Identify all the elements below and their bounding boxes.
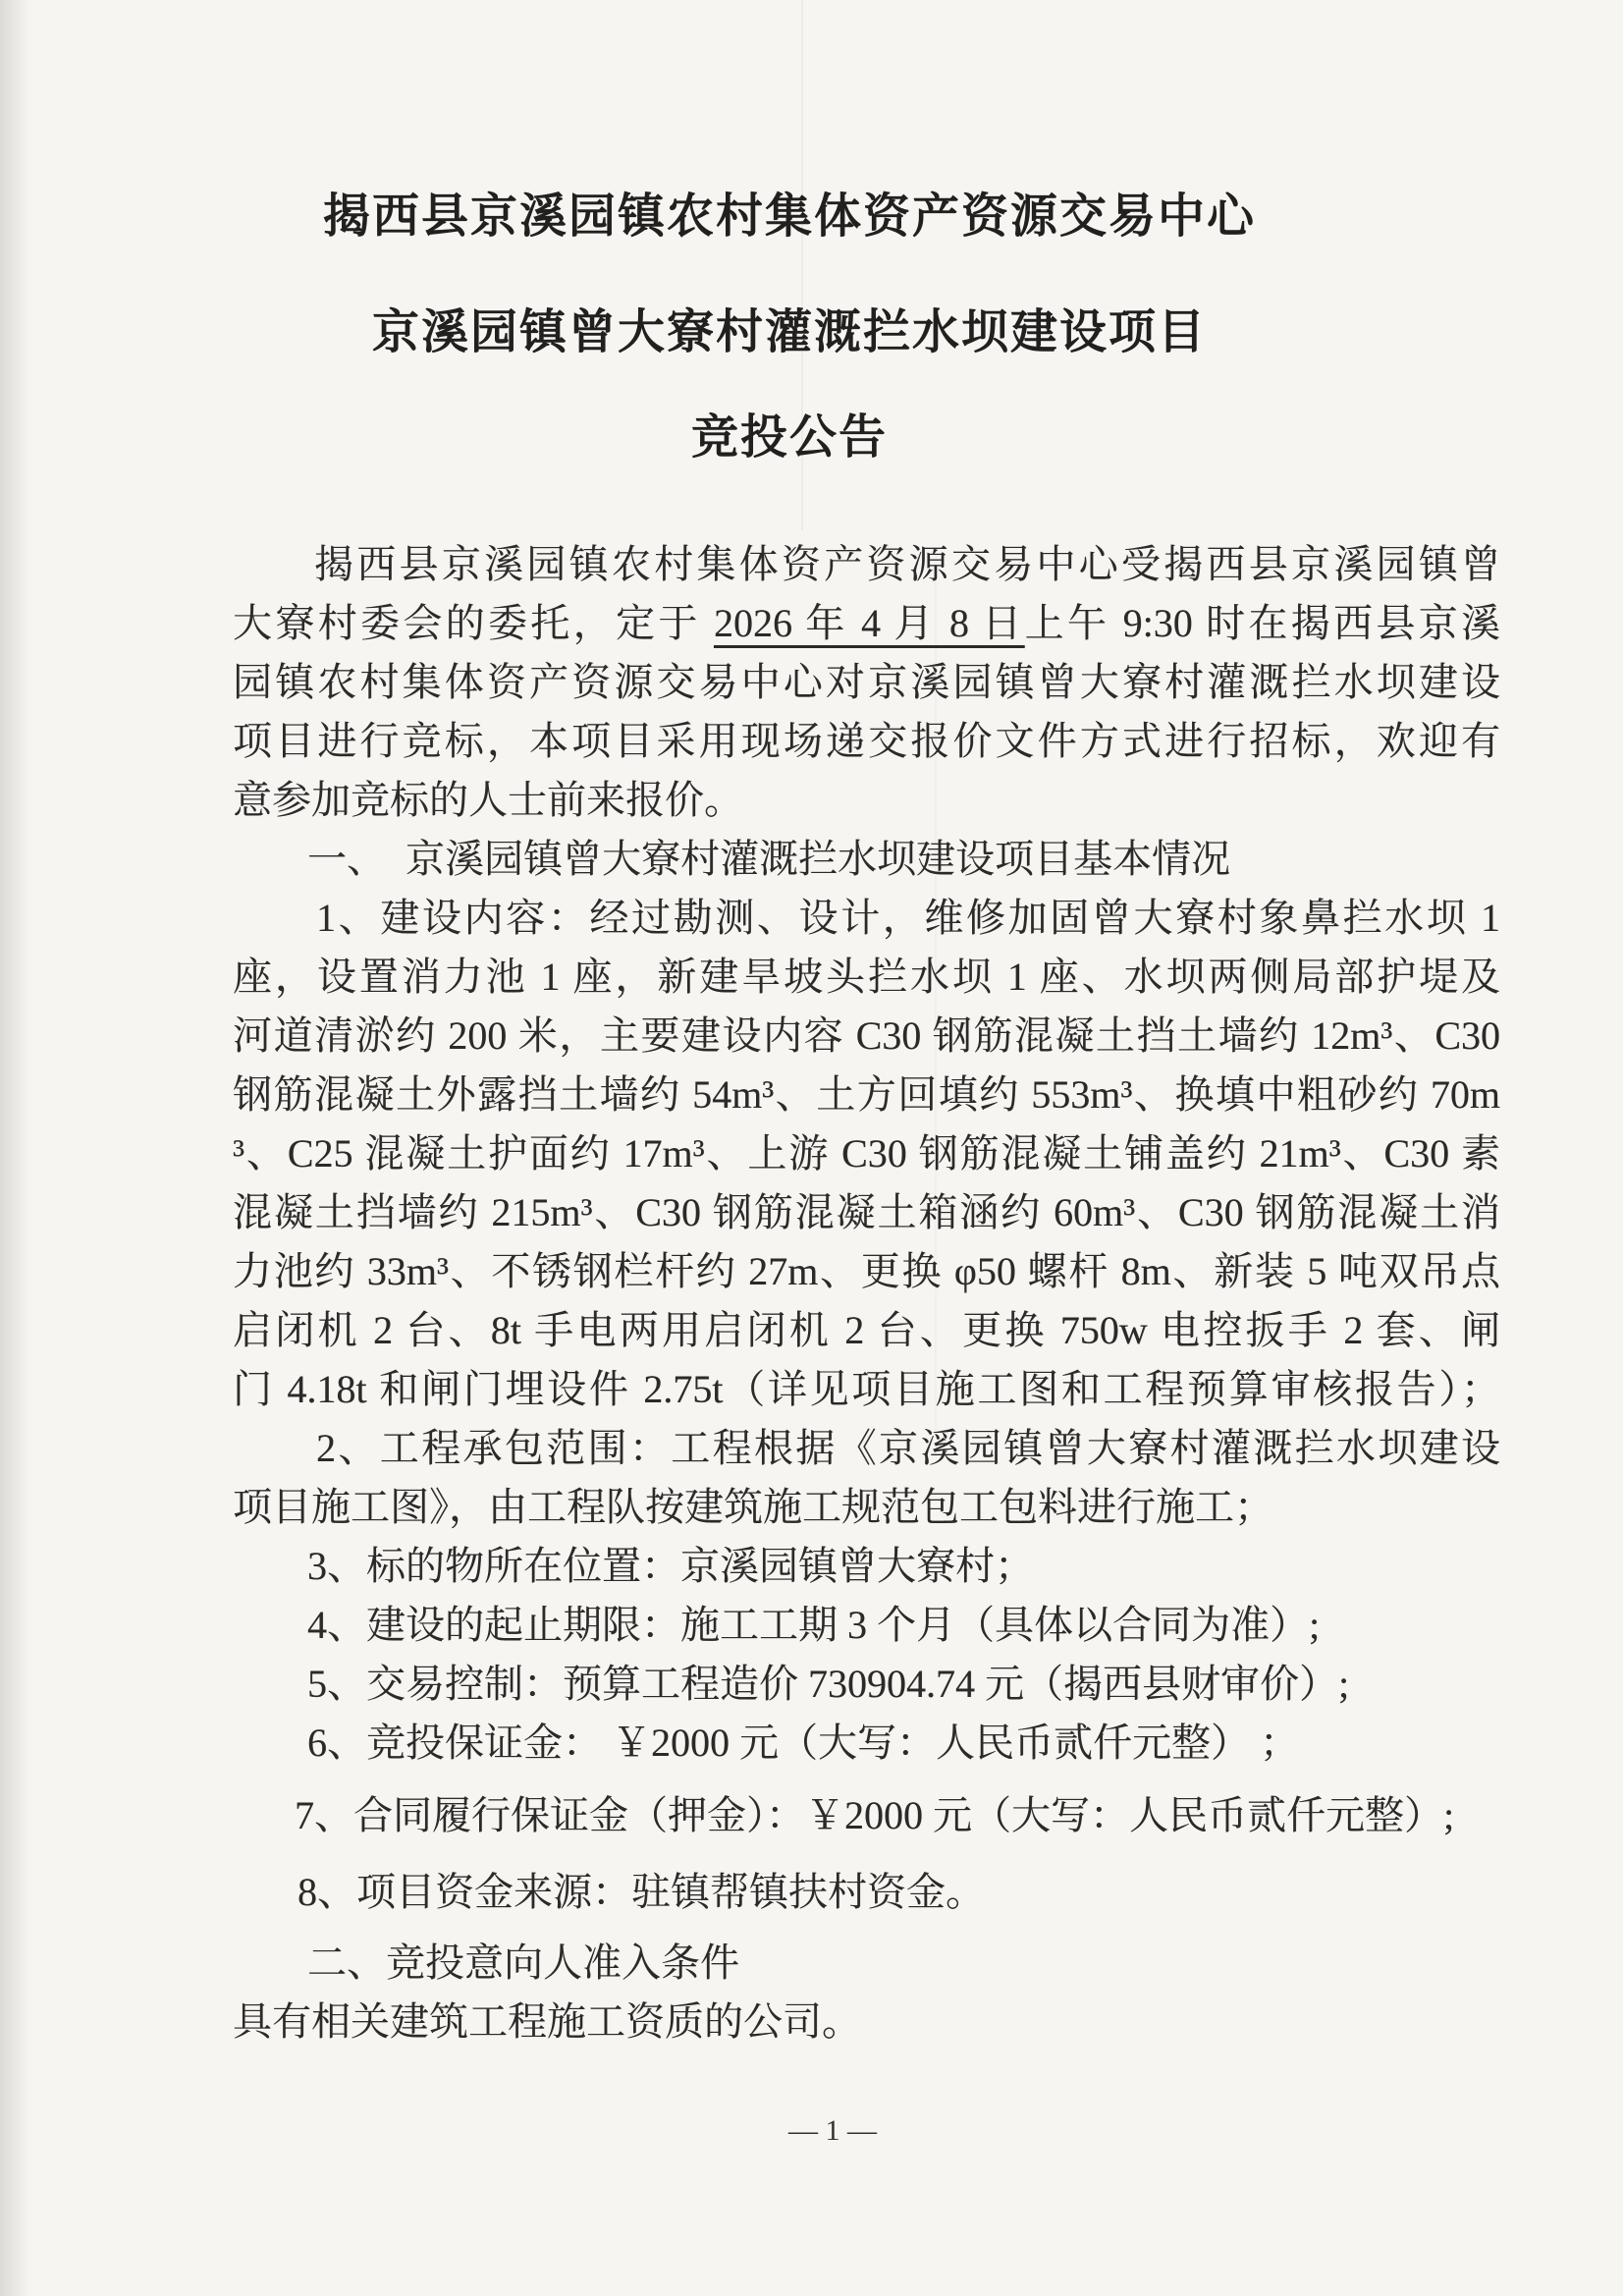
intro-line-4 [233, 712, 1500, 771]
item-1-line-1 [233, 889, 1500, 948]
text-segment: 混凝土挡墙约 215m³、C30 钢筋混凝土箱涵约 60m³、C30 钢筋混凝土消 [233, 1190, 1500, 1234]
text-segment: 河道清淤约 200 米，主要建设内容 C30 钢筋混凝土挡土墙约 12m³、C30 [233, 1013, 1500, 1058]
text-segment: 8、项目资金来源：驻镇帮镇扶村资金。 [298, 1870, 985, 1914]
text-segment: 园镇农村集体资产资源交易中心对京溪园镇曾大寮村灌溉拦水坝建设 [233, 660, 1500, 704]
item-4-line [233, 1596, 1500, 1655]
text-segment: 启闭机 2 台、8t 手电两用启闭机 2 台、更换 750w 电控扳手 2 套、闸 [233, 1308, 1500, 1352]
intro-line-2 [233, 594, 1500, 653]
text-segment: 5、交易控制：预算工程造价 730904.74 元（揭西县财审价）; [307, 1662, 1350, 1706]
text-segment: 项目进行竞标，本项目采用现场递交报价文件方式进行招标，欢迎有 [233, 719, 1500, 763]
text-segment: 门 4.18t 和闸门埋设件 2.75t（详见项目施工图和工程预算审核报告）； [233, 1367, 1500, 1411]
title-line-org-name: 揭西县京溪园镇农村集体资产资源交易中心 [322, 191, 1256, 243]
intro-line-3 [233, 653, 1500, 712]
item-1-line-2 [233, 948, 1500, 1007]
page-number: — 1 — [788, 2114, 877, 2147]
text-segment: 上午 9:30 时在揭西县京溪 [1024, 601, 1500, 645]
title-line-announcement-type: 竞投公告 [690, 411, 888, 464]
item-1-line-3 [233, 1007, 1500, 1066]
title-line-project-name: 京溪园镇曾大寮村灌溉拦水坝建设项目 [371, 306, 1207, 358]
announcement-body [233, 535, 1500, 2051]
item-1-line-9 [233, 1360, 1500, 1419]
text-segment: 1、建设内容：经过勘测、设计，维修加固曾大寮村象鼻拦水坝 1 [316, 896, 1500, 940]
item-6-line [233, 1714, 1500, 1773]
text-segment: 力池约 33m³、不锈钢栏杆约 27m、更换 φ50 螺杆 8m、新装 5 吨双吊点 [233, 1249, 1500, 1293]
item-1-line-4 [233, 1066, 1500, 1124]
text-segment: 具有相关建筑工程施工资质的公司。 [233, 1999, 861, 2044]
text-segment: 3、标的物所在位置：京溪园镇曾大寮村； [307, 1544, 1034, 1588]
underlined-auction-date: 2026 年 4 月 8 日 [713, 601, 1025, 645]
item-5-line [233, 1655, 1500, 1714]
text-segment: 6、竞投保证金： ￥2000 元（大写：人民币贰仟元整） ； [307, 1721, 1299, 1765]
text-segment: 二、竞投意向人准入条件 [307, 1941, 739, 1985]
item-2-line-2 [233, 1478, 1500, 1537]
item-1-line-5 [233, 1124, 1500, 1183]
item-7-line [233, 1786, 1500, 1845]
item-1-line-7 [233, 1242, 1500, 1301]
section-2-line-1 [233, 1993, 1500, 2051]
text-segment: 7、合同履行保证金（押金）：￥2000 元（大写：人民币贰仟元整）; [295, 1793, 1455, 1837]
text-segment: 钢筋混凝土外露挡土墙约 54m³、土方回填约 553m³、换填中粗砂约 70m [233, 1072, 1500, 1117]
item-2-line-1 [233, 1419, 1500, 1478]
text-segment: 揭西县京溪园镇农村集体资产资源交易中心受揭西县京溪园镇曾 [314, 542, 1500, 586]
text-segment: 2、工程承包范围：工程根据《京溪园镇曾大寮村灌溉拦水坝建设 [316, 1426, 1500, 1470]
section-2-heading [233, 1934, 1500, 1993]
text-segment: 意参加竞标的人士前来报价。 [233, 778, 743, 822]
text-segment: 一、 京溪园镇曾大寮村灌溉拦水坝建设项目基本情况 [307, 837, 1230, 881]
item-1-line-6 [233, 1183, 1500, 1242]
intro-line-5 [233, 771, 1500, 830]
scan-left-edge-shadow [0, 0, 29, 2296]
item-3-line [233, 1537, 1500, 1596]
item-1-line-8 [233, 1301, 1500, 1360]
section-1-heading [233, 830, 1500, 889]
text-segment: 座，设置消力池 1 座，新建旱坡头拦水坝 1 座、水坝两侧局部护堤及 [233, 955, 1500, 999]
text-segment: 4、建设的起止期限：施工工期 3 个月（具体以合同为准）; [307, 1603, 1321, 1647]
text-segment: ³、C25 混凝土护面约 17m³、上游 C30 钢筋混凝土铺盖约 21m³、C30 素 [233, 1131, 1500, 1175]
text-segment: 项目施工图》，由工程队按建筑施工规范包工包料进行施工； [233, 1485, 1273, 1529]
text-segment: 大寮村委会的委托，定于 [233, 601, 714, 645]
item-8-line [233, 1863, 1500, 1922]
intro-line-1 [233, 535, 1500, 594]
